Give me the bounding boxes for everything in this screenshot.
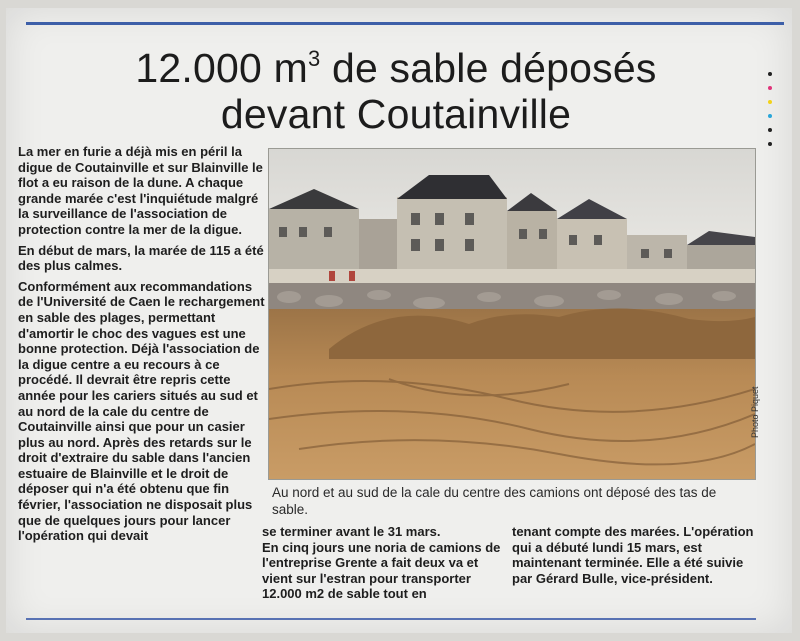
article-column-middle xyxy=(262,524,502,607)
headline-line-1: 12.000 $m^3$ de sable déposés xyxy=(135,45,657,91)
paragraph-2: En début de mars, la marée de 115 a été des plus calmes. xyxy=(18,242,264,274)
newspaper-clipping xyxy=(6,8,792,633)
bottom-rule xyxy=(26,618,756,620)
beach-photo xyxy=(268,148,756,480)
print-mark-6 xyxy=(768,142,772,146)
print-mark-2 xyxy=(768,86,772,90)
print-mark-1 xyxy=(768,72,772,76)
print-mark-4 xyxy=(768,114,772,118)
print-registration-marks xyxy=(768,72,774,156)
photo-caption: Au nord et au sud de la cale du centre des camions ont déposé des tas de sable. xyxy=(272,485,717,517)
photo-illustration xyxy=(269,149,755,479)
article-column-left xyxy=(18,144,266,549)
paragraph-4: se terminer avant le 31 mars. xyxy=(262,524,441,539)
print-mark-3 xyxy=(768,100,772,104)
top-rule xyxy=(26,22,784,25)
paragraph-1: La mer en furie a déjà mis en péril la digue de Coutainville et sur Blainville le flot a eu raison de la dune. A chaque grande marée c'est l'inquiétude malgré la surveillance de l'association de protection contre la mer de la digue. xyxy=(18,144,263,237)
superscript-3: 3 xyxy=(307,46,321,71)
paragraph-5: En cinq jours une noria de camions de l'entreprise Grente a fait deux va et vient sur l'estran pour transporter 12.000 m2 de sable tout en xyxy=(262,539,501,602)
paragraph-6: tenant compte des marées. L'opération qui a débuté lundi 15 mars, est maintenant terminée. Elle a été suivie par Gérard Bulle, vice-président. xyxy=(512,524,754,586)
article-headline xyxy=(46,36,746,137)
photo-credit: Photo Piquet xyxy=(750,386,760,438)
article-column-right xyxy=(512,524,756,591)
headline-line-2: devant Coutainville xyxy=(220,91,572,137)
print-mark-5 xyxy=(768,128,772,132)
paragraph-3: Conformément aux recommandations de l'Université de Caen le rechargement en sable des plages, permettant d'amortir le choc des vagues est une bonne protection. Déjà l'association de la digue centre a eu recours à ce procédé. Il devrait être repris cette année pour les cariers situés au sud et au nord de la cale du centre de Coutainville ainsi que pour un casier plus au nord. Après des retards sur le droit d'extraire du sable dans l'ancien estuaire de Blainville et le droit de déposer qui n'a été obtenu que fin février, l'association ne disposait plus que de quelques jours pour lancer l'opération qui devait xyxy=(18,278,265,544)
